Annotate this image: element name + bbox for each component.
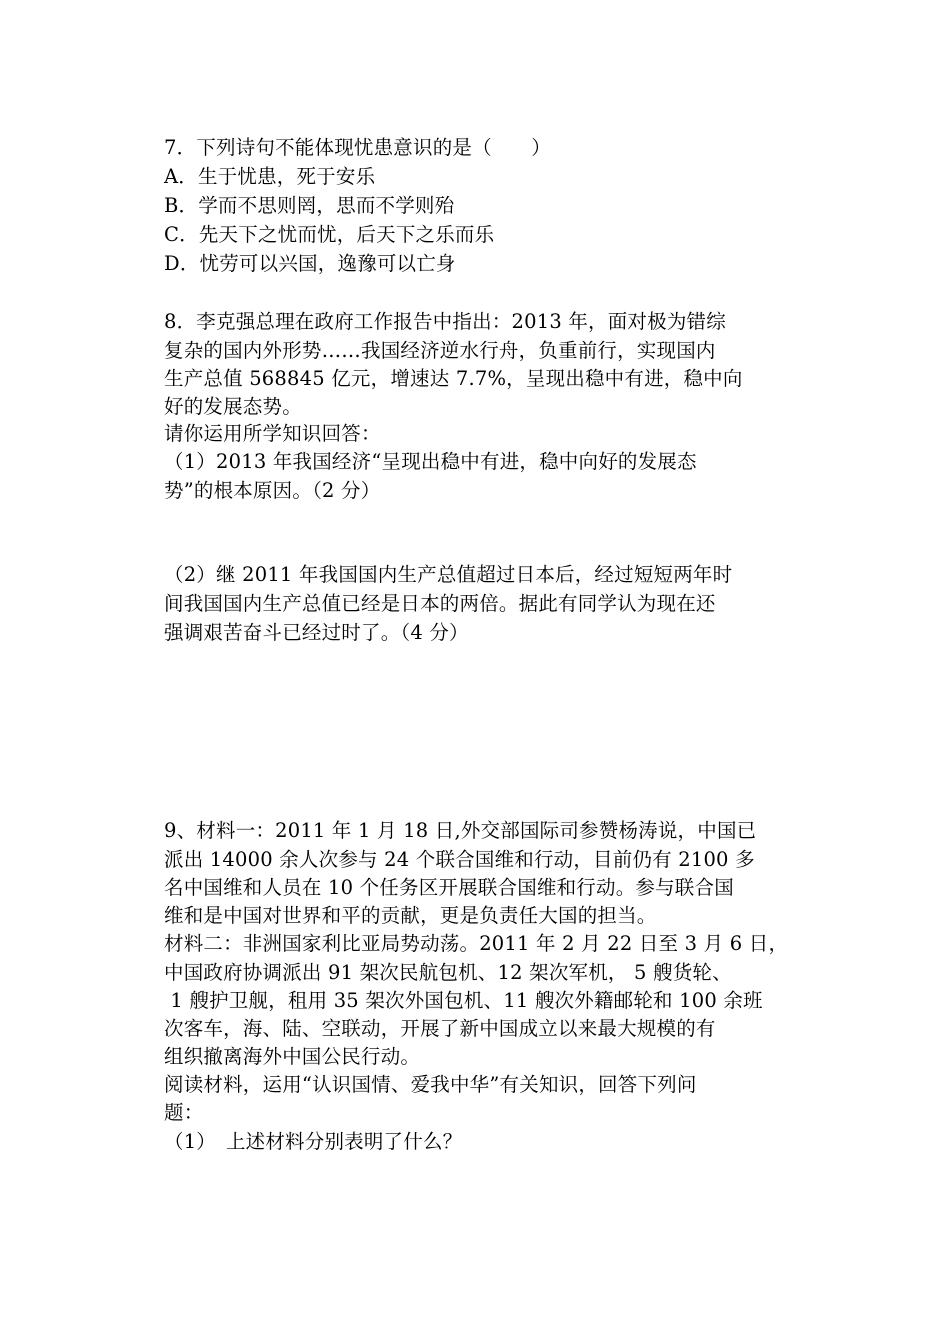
q8-sub2-line: 间我国国内生产总值已经是日本的两倍。据此有同学认为现在还 bbox=[164, 592, 716, 615]
q7-option-a: A．生于忧患，死于安乐 bbox=[164, 165, 376, 188]
q9-instruction-line: 阅读材料，运用“认识国情、爱我中华”有关知识，回答下列问 bbox=[164, 1073, 697, 1096]
q8-prompt: 请你运用所学知识回答： bbox=[164, 422, 381, 445]
q8-sub1-line: （1）2013 年我国经济“呈现出稳中有进，稳中向好的发展态 bbox=[164, 450, 697, 473]
q9-material1-line: 维和是中国对世界和平的贡献，更是负责任大国的担当。 bbox=[164, 904, 657, 927]
q8-stem-line: 8．李克强总理在政府工作报告中指出：2013 年，面对极为错综 bbox=[164, 310, 726, 333]
q8-stem-line: 好的发展态势。 bbox=[164, 395, 302, 418]
q9-material2-line: 材料二：非洲国家利比亚局势动荡。2011 年 2 月 22 日至 3 月 6 日， bbox=[164, 932, 789, 955]
q9-material2-line: 组织撤离海外中国公民行动。 bbox=[164, 1045, 421, 1068]
q8-sub2-line: 强调艰苦奋斗已经过时了。（4 分） bbox=[164, 621, 469, 644]
q9-material2-line: 次客车，海、陆、空联动，开展了新中国成立以来最大规模的有 bbox=[164, 1017, 716, 1040]
q7-option-c: C．先天下之忧而忧，后天下之乐而乐 bbox=[164, 223, 495, 246]
q9-material1-line: 9、材料一：2011 年 1 月 18 日,外交部国际司参赞杨涛说，中国已 bbox=[164, 819, 757, 842]
q8-sub1-line: 势”的根本原因。（2 分） bbox=[164, 479, 381, 502]
q7-option-b: B．学而不思则罔，思而不学则殆 bbox=[164, 194, 455, 217]
q9-material2-line: 1 艘护卫舰，租用 35 架次外国包机、11 艘次外籍邮轮和 100 余班 bbox=[164, 989, 763, 1012]
q8-stem-line: 复杂的国内外形势……我国经济逆水行舟，负重前行，实现国内 bbox=[164, 339, 716, 362]
q9-material1-line: 派出 14000 余人次参与 24 个联合国维和行动，目前仍有 2100 多 bbox=[164, 848, 755, 871]
q7-option-d: D．忧劳可以兴国，逸豫可以亡身 bbox=[164, 252, 456, 275]
q7-question: 7．下列诗句不能体现忧患意识的是（ ） bbox=[164, 136, 551, 159]
q9-sub1: （1） 上述材料分别表明了什么？ bbox=[164, 1130, 463, 1153]
q8-sub2-line: （2）继 2011 年我国国内生产总值超过日本后，经过短短两年时 bbox=[164, 563, 733, 586]
q9-instruction-line: 题： bbox=[164, 1101, 204, 1124]
q8-stem-line: 生产总值 568845 亿元，增速达 7.7%，呈现出稳中有进，稳中向 bbox=[164, 367, 743, 390]
q9-material1-line: 名中国维和人员在 10 个任务区开展联合国维和行动。参与联合国 bbox=[164, 876, 734, 899]
q9-material2-line: 中国政府协调派出 91 架次民航包机、12 架次军机， 5 艘货轮、 bbox=[164, 961, 732, 984]
